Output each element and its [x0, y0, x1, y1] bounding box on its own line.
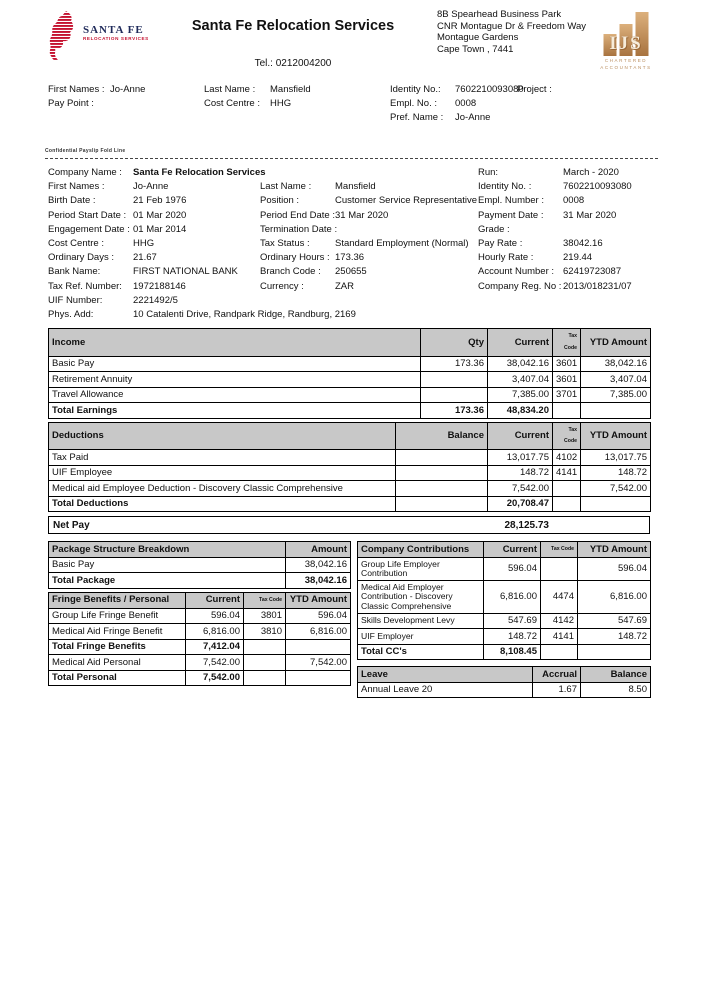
cc-row — [358, 613, 651, 629]
detail-label: Branch Code : — [260, 266, 321, 278]
detail-label: Currency : — [260, 280, 304, 292]
detail-value: 01 Mar 2014 — [133, 223, 187, 235]
tax-code-header: Tax Code — [553, 329, 581, 357]
detail-label — [260, 309, 335, 323]
leave-accrual: 1.67 — [533, 682, 581, 698]
detail-label: Pay Rate : — [478, 237, 523, 249]
detail-label — [478, 295, 563, 309]
details-row — [48, 252, 658, 266]
deduction-row — [49, 465, 651, 481]
deductions-total-current: 20,708.47 — [488, 496, 553, 512]
fold-line-text: Confidential Payslip Fold Line — [45, 148, 126, 154]
qty-header: Qty — [421, 329, 488, 357]
cc-total-row — [358, 644, 651, 660]
ytd-header: YTD Amount — [581, 422, 651, 450]
project-label: Project : — [517, 84, 552, 95]
income-ytd: 3,407.04 — [581, 372, 651, 388]
fringe-current: 596.04 — [186, 608, 244, 624]
detail-value: 31 Mar 2020 — [335, 209, 389, 221]
santa-fe-logo — [45, 8, 163, 70]
ijs-subtitle-1: CHARTERED — [604, 58, 648, 63]
cc-current: 596.04 — [484, 558, 541, 581]
address-line: 8B Spearhead Business Park — [437, 9, 562, 20]
income-ytd: 38,042.16 — [581, 356, 651, 372]
cc-tax-code: 4474 — [541, 581, 578, 614]
income-tax-code: 3601 — [553, 356, 581, 372]
details-row — [48, 181, 658, 195]
detail-value — [335, 224, 478, 238]
detail-label: Period End Date : — [260, 209, 335, 221]
deductions-header: Deductions — [49, 422, 396, 450]
fringe-total-current: 7,412.04 — [186, 639, 244, 655]
address-line: CNR Montague Dr & Freedom Way — [437, 20, 587, 32]
detail-label: Account Number : — [478, 266, 555, 278]
detail-label: Ordinary Days : — [48, 252, 114, 264]
deduction-balance — [396, 481, 488, 497]
pay-point-value — [110, 98, 204, 112]
deductions-header-row — [49, 422, 651, 450]
ijs-bars-icon — [594, 10, 658, 56]
package-header: Package Structure Breakdown — [49, 542, 286, 558]
telephone: Tel.: 0212004200 — [254, 58, 332, 69]
income-total-qty: 173.36 — [421, 403, 488, 419]
first-names-value: Jo-Anne — [110, 84, 146, 95]
brand-subtitle: RELOCATION SERVICES — [83, 36, 149, 41]
deduction-current: 148.72 — [488, 465, 553, 481]
deduction-ytd: 7,542.00 — [581, 481, 651, 497]
tax-code-header: Tax Code — [553, 422, 581, 450]
ijs-letters: IJS — [609, 33, 643, 54]
fringe-ytd: 6,816.00 — [286, 624, 351, 640]
detail-value: Santa Fe Relocation Services — [133, 167, 266, 178]
fringe-total-label: Total Fringe Benefits — [49, 639, 186, 655]
detail-value: 01 Mar 2020 — [133, 209, 187, 221]
detail-value: 173.36 — [335, 252, 365, 264]
cost-centre-value: HHG — [270, 98, 292, 109]
detail-value: 2221492/5 — [133, 294, 178, 306]
fold-line-section — [0, 148, 708, 159]
income-header-row — [49, 329, 651, 357]
tax-code-header: Tax Code — [244, 592, 286, 608]
cc-tax-code — [541, 644, 578, 660]
deduction-tax-code: 4102 — [553, 450, 581, 466]
detail-label: Tax Status : — [260, 237, 310, 249]
fringe-ytd: 7,542.00 — [286, 655, 351, 671]
package-total-amount: 38,042.16 — [286, 573, 351, 589]
package-table — [48, 541, 351, 589]
fringe-ytd — [286, 639, 351, 655]
detail-label: Tax Ref. Number: — [48, 280, 122, 292]
identity-label: Identity No.: — [390, 84, 441, 95]
fringe-table — [48, 592, 351, 687]
deductions-total-row — [49, 496, 651, 512]
detail-value — [335, 309, 478, 323]
detail-label: UIF Number: — [48, 294, 103, 306]
income-qty — [421, 372, 488, 388]
net-pay-amount: 28,125.73 — [504, 519, 549, 531]
package-total-row — [49, 573, 351, 589]
details-row — [48, 195, 658, 209]
cc-desc: Skills Development Levy — [358, 613, 484, 629]
detail-value: Standard Employment (Normal) — [335, 237, 469, 249]
income-row — [49, 372, 651, 388]
detail-value: 31 Mar 2020 — [563, 209, 617, 221]
details-row — [48, 210, 658, 224]
cc-total-current: 8,108.45 — [484, 644, 541, 660]
detail-label: First Names : — [48, 181, 105, 193]
deduction-current: 13,017.75 — [488, 450, 553, 466]
income-current: 7,385.00 — [488, 387, 553, 403]
income-table — [48, 328, 651, 419]
fringe-total-label: Total Personal — [49, 670, 186, 686]
deduction-desc: Medical aid Employee Deduction - Discovery Classic Comprehensive — [49, 481, 396, 497]
cc-desc: UIF Employer — [358, 629, 484, 645]
balance-header: Balance — [581, 667, 651, 683]
leave-balance: 8.50 — [581, 682, 651, 698]
income-row — [49, 387, 651, 403]
ytd-header: YTD Amount — [578, 542, 651, 558]
horse-logo-icon — [45, 10, 79, 65]
header-center — [163, 8, 423, 70]
detail-label: Bank Name: — [48, 266, 101, 278]
cc-row — [358, 581, 651, 614]
deductions-total-label: Total Deductions — [49, 496, 396, 512]
balance-header: Balance — [396, 422, 488, 450]
empl-no-label: Empl. No. : — [390, 98, 437, 109]
pref-name-label: Pref. Name : — [390, 112, 444, 123]
detail-label: Last Name : — [260, 181, 312, 193]
fringe-total-row — [49, 639, 351, 655]
leave-desc: Annual Leave 20 — [358, 682, 533, 698]
fringe-ytd — [286, 670, 351, 686]
ytd-header: YTD Amount — [286, 592, 351, 608]
company-address — [423, 8, 594, 70]
page-title: Santa Fe Relocation Services — [191, 18, 395, 34]
ijs-accountants-logo — [594, 8, 658, 70]
net-pay-label: Net Pay — [53, 519, 90, 531]
detail-label: Identity No. : — [478, 181, 532, 193]
detail-label: Cost Centre : — [48, 237, 104, 249]
detail-value: 62419723087 — [563, 266, 622, 278]
cc-header-row — [358, 542, 651, 558]
detail-value — [563, 224, 658, 238]
cc-desc: Medical Aid Employer Contribution - Discovery Classic Comprehensive — [358, 581, 484, 614]
detail-label: Payment Date : — [478, 209, 544, 221]
detail-value: 0008 — [563, 195, 585, 207]
cost-centre-label: Cost Centre : — [204, 98, 260, 109]
detail-value: March - 2020 — [563, 167, 619, 178]
brand-name: SANTA FE — [83, 24, 144, 36]
deduction-ytd: 13,017.75 — [581, 450, 651, 466]
detail-value — [335, 167, 478, 181]
deduction-tax-code — [553, 481, 581, 497]
fringe-tax-code: 3810 — [244, 624, 286, 640]
income-desc: Basic Pay — [49, 356, 421, 372]
details-row — [48, 281, 658, 295]
bottom-right-column — [357, 538, 650, 698]
bottom-left-column — [48, 538, 350, 698]
detail-value: HHG — [133, 237, 155, 249]
cc-ytd: 547.69 — [578, 613, 651, 629]
detail-value: 219.44 — [563, 252, 593, 264]
fringe-row — [49, 624, 351, 640]
top-info-row — [48, 98, 658, 112]
deduction-desc: UIF Employee — [49, 465, 396, 481]
income-desc: Travel Allowance — [49, 387, 421, 403]
income-total-current: 48,834.20 — [488, 403, 553, 419]
deduction-balance — [396, 465, 488, 481]
pref-name-value: Jo-Anne — [455, 112, 491, 123]
detail-label: Termination Date : — [260, 223, 338, 235]
income-desc: Retirement Annuity — [49, 372, 421, 388]
deduction-tax-code: 4141 — [553, 465, 581, 481]
detail-value: 1972188146 — [133, 280, 186, 292]
fringe-ytd: 596.04 — [286, 608, 351, 624]
detail-value: FIRST NATIONAL BANK — [133, 266, 238, 278]
detail-value: Customer Service Representative — [335, 195, 478, 207]
ijs-subtitle-2: ACCOUNTANTS — [600, 65, 652, 70]
detail-label — [260, 295, 335, 309]
income-total-label: Total Earnings — [49, 403, 421, 419]
detail-label: Run: — [478, 167, 499, 178]
fringe-current: 6,816.00 — [186, 624, 244, 640]
fringe-desc: Group Life Fringe Benefit — [49, 608, 186, 624]
detail-value: Jo-Anne — [133, 181, 169, 193]
income-current: 38,042.16 — [488, 356, 553, 372]
leave-table — [357, 666, 651, 698]
fringe-tax-code — [244, 670, 286, 686]
cc-current: 6,816.00 — [484, 581, 541, 614]
ytd-header: YTD Amount — [581, 329, 651, 357]
details-row — [48, 224, 658, 238]
santa-fe-wordmark — [83, 24, 149, 41]
package-row — [49, 557, 351, 573]
cc-tax-code — [541, 558, 578, 581]
income-row — [49, 356, 651, 372]
package-header-row — [49, 542, 351, 558]
detail-value: 2013/018231/07 — [563, 280, 632, 292]
last-name-label: Last Name : — [204, 84, 256, 95]
income-tax-code: 3701 — [553, 387, 581, 403]
amount-header: Amount — [286, 542, 351, 558]
fringe-desc: Medical Aid Fringe Benefit — [49, 624, 186, 640]
cc-header: Company Contributions — [358, 542, 484, 558]
current-header: Current — [488, 422, 553, 450]
details-row — [48, 295, 658, 309]
income-tax-code: 3601 — [553, 372, 581, 388]
fringe-header: Fringe Benefits / Personal — [49, 592, 186, 608]
fringe-total-current: 7,542.00 — [186, 670, 244, 686]
fringe-total-row — [49, 670, 351, 686]
detail-value — [563, 309, 658, 323]
detail-label: Engagement Date : — [48, 223, 130, 235]
fringe-tax-code — [244, 655, 286, 671]
package-desc: Basic Pay — [49, 557, 286, 573]
deductions-table — [48, 422, 651, 513]
details-row — [48, 266, 658, 280]
income-qty — [421, 387, 488, 403]
detail-label: Company Name : — [48, 167, 122, 178]
detail-label — [478, 309, 563, 323]
detail-label: Period Start Date : — [48, 209, 127, 221]
package-total-label: Total Package — [49, 573, 286, 589]
bottom-section — [48, 538, 708, 698]
cc-ytd — [578, 644, 651, 660]
last-name-value: Mansfield — [270, 84, 311, 95]
top-personal-info — [0, 70, 708, 126]
payslip-tables — [0, 323, 708, 698]
net-pay-row — [48, 516, 650, 534]
income-header: Income — [49, 329, 421, 357]
detail-value: 10 Catalenti Drive, Randpark Ridge, Randburg, 2169 — [133, 308, 356, 320]
employee-details — [0, 159, 708, 323]
detail-value: 7602210093080 — [563, 181, 632, 193]
income-ytd: 7,385.00 — [581, 387, 651, 403]
detail-value: 250655 — [335, 266, 367, 278]
fringe-row — [49, 655, 351, 671]
fringe-tax-code: 3801 — [244, 608, 286, 624]
fringe-desc: Medical Aid Personal — [49, 655, 186, 671]
fringe-header-row — [49, 592, 351, 608]
detail-label: Empl. Number : — [478, 195, 544, 207]
pay-point-label: Pay Point : — [48, 98, 94, 109]
deduction-row — [49, 481, 651, 497]
cc-total-label: Total CC's — [358, 644, 484, 660]
detail-label: Hourly Rate : — [478, 252, 534, 264]
first-names-label: First Names : — [48, 84, 105, 95]
accrual-header: Accrual — [533, 667, 581, 683]
tax-code-header: Tax Code — [541, 542, 578, 558]
details-row — [48, 167, 658, 181]
cc-row — [358, 629, 651, 645]
empl-no-value: 0008 — [455, 98, 477, 109]
cc-current: 547.69 — [484, 613, 541, 629]
detail-label: Birth Date : — [48, 195, 96, 207]
address-line: Cape Town , 7441 — [437, 43, 514, 55]
details-row — [48, 238, 658, 252]
income-current: 3,407.04 — [488, 372, 553, 388]
deduction-row — [49, 450, 651, 466]
deduction-current: 7,542.00 — [488, 481, 553, 497]
deduction-desc: Tax Paid — [49, 450, 396, 466]
current-header: Current — [488, 329, 553, 357]
income-qty: 173.36 — [421, 356, 488, 372]
current-header: Current — [484, 542, 541, 558]
fringe-current: 7,542.00 — [186, 655, 244, 671]
cc-row — [358, 558, 651, 581]
cc-current: 148.72 — [484, 629, 541, 645]
income-total-row — [49, 403, 651, 419]
fringe-row — [49, 608, 351, 624]
package-amount: 38,042.16 — [286, 557, 351, 573]
details-row — [48, 309, 658, 323]
fringe-tax-code — [244, 639, 286, 655]
detail-value: ZAR — [335, 280, 354, 292]
identity-value: 7602210093080 — [455, 84, 524, 95]
company-contributions-table — [357, 541, 651, 660]
detail-value: Mansfield — [335, 181, 376, 193]
detail-label: Ordinary Hours : — [260, 252, 330, 264]
leave-row — [358, 682, 651, 698]
leave-header-row — [358, 667, 651, 683]
cc-desc: Group Life Employer Contribution — [358, 558, 484, 581]
header — [0, 0, 708, 70]
cc-ytd: 148.72 — [578, 629, 651, 645]
detail-label: Position : — [260, 195, 300, 207]
detail-label: Grade : — [478, 223, 510, 235]
cc-ytd: 6,816.00 — [578, 581, 651, 614]
cc-tax-code: 4141 — [541, 629, 578, 645]
detail-label: Company Reg. No : — [478, 280, 562, 292]
detail-value: 38042.16 — [563, 237, 603, 249]
detail-label: Phys. Add: — [48, 308, 94, 320]
address-line: Montague Gardens — [437, 32, 519, 43]
detail-value — [563, 295, 658, 309]
deduction-balance — [396, 450, 488, 466]
top-info-row — [48, 84, 658, 98]
deduction-ytd: 148.72 — [581, 465, 651, 481]
detail-label — [260, 167, 335, 181]
cc-ytd: 596.04 — [578, 558, 651, 581]
top-info-row — [48, 112, 658, 126]
detail-value: 21 Feb 1976 — [133, 195, 187, 207]
current-header: Current — [186, 592, 244, 608]
detail-value: 21.67 — [133, 252, 157, 264]
detail-value — [335, 295, 478, 309]
cc-tax-code: 4142 — [541, 613, 578, 629]
leave-header: Leave — [358, 667, 533, 683]
